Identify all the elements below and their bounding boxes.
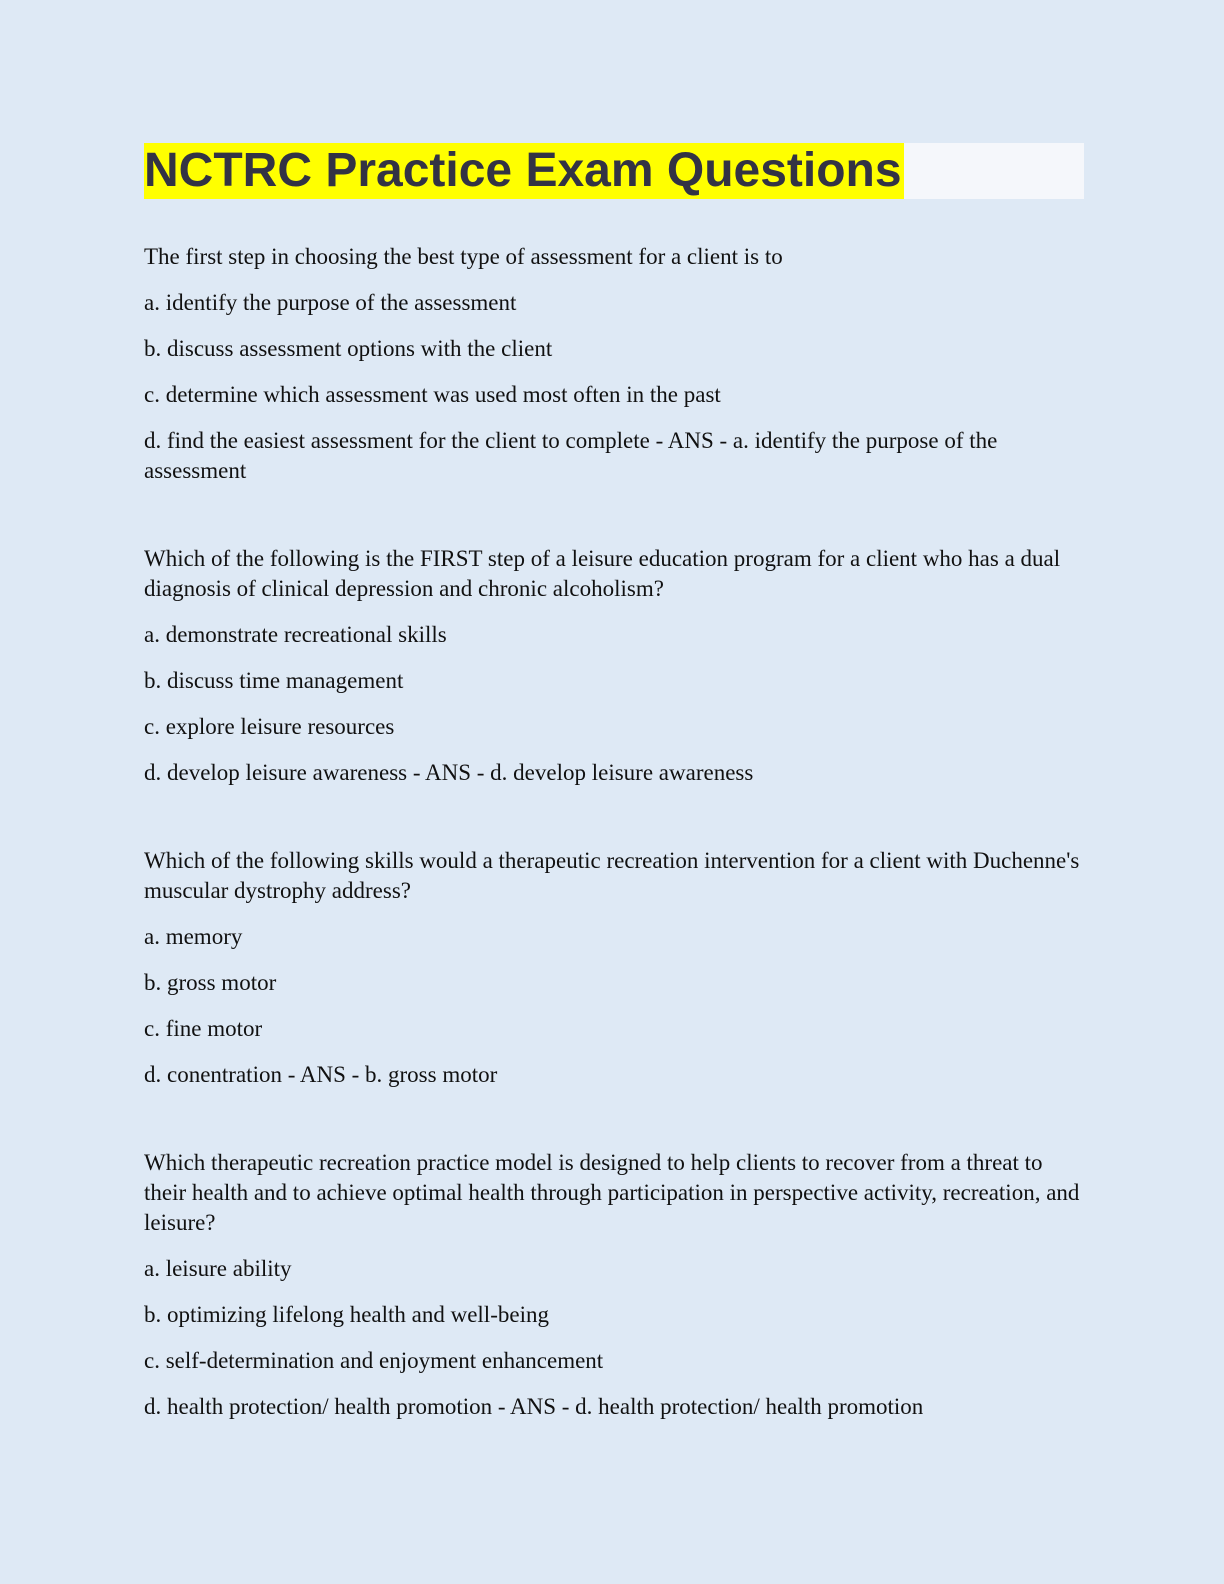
document-page xyxy=(144,143,1084,1480)
answer-option-d-with-answer: d. develop leisure awareness - ANS - d. develop leisure awareness xyxy=(144,760,754,785)
answer-option-c: c. determine which assessment was used most often in the past xyxy=(144,382,721,407)
answer-option-c: c. fine motor xyxy=(144,1016,263,1041)
question-list xyxy=(144,242,1084,1422)
question-stem: Which of the following skills would a therapeutic recreation intervention for a client with Duchenne's muscular dystrophy address? xyxy=(144,848,1080,903)
question-stem: The first step in choosing the best type of assessment for a client is to xyxy=(144,244,783,269)
question-3 xyxy=(144,846,1084,1090)
answer-option-c: c. self-determination and enjoyment enhancement xyxy=(144,1348,604,1373)
answer-option-a: a. identify the purpose of the assessment xyxy=(144,290,517,315)
title-band xyxy=(144,143,1084,199)
answer-option-a: a. demonstrate recreational skills xyxy=(144,622,447,647)
answer-option-b: b. discuss assessment options with the client xyxy=(144,336,553,361)
question-stem: Which of the following is the FIRST step of a leisure education program for a client who has a dual diagnosis of clinical depression and chronic alcoholism? xyxy=(144,546,1061,601)
answer-option-d-with-answer: d. find the easiest assessment for the client to complete - ANS - a. identify the purpose of the assessment xyxy=(144,428,998,483)
question-4 xyxy=(144,1148,1084,1422)
answer-option-b: b. gross motor xyxy=(144,970,277,995)
question-stem: Which therapeutic recreation practice model is designed to help clients to recover from a threat to their health and to achieve optimal health through participation in perspective activity, recreation, and leisure? xyxy=(144,1150,1080,1235)
answer-option-b: b. discuss time management xyxy=(144,668,404,693)
page-title: NCTRC Practice Exam Questions xyxy=(144,144,902,197)
answer-option-c: c. explore leisure resources xyxy=(144,714,395,739)
answer-option-d-with-answer: d. conentration - ANS - b. gross motor xyxy=(144,1062,498,1087)
question-2 xyxy=(144,544,1084,788)
answer-option-b: b. optimizing lifelong health and well-being xyxy=(144,1302,549,1327)
answer-option-d-with-answer: d. health protection/ health promotion - ANS - d. health protection/ health promotion xyxy=(144,1394,924,1419)
answer-option-a: a. memory xyxy=(144,924,243,949)
answer-option-a: a. leisure ability xyxy=(144,1256,292,1281)
question-1 xyxy=(144,242,1084,486)
